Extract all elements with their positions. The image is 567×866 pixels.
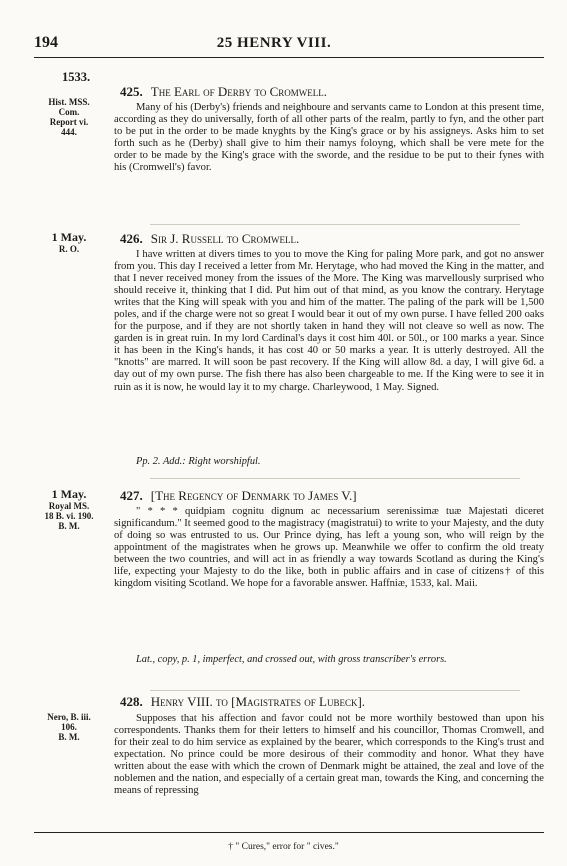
margin-date: 1 May.: [51, 487, 87, 501]
margin-ref-line: Report vi.: [49, 117, 89, 127]
margin-ref-line: 18 B. vi. 190.: [44, 511, 94, 521]
entry-heading: [120, 694, 365, 710]
header-rule: [34, 57, 544, 58]
entry-separator: [150, 478, 520, 479]
footnote: † " Cures," error for " cives.": [228, 842, 339, 852]
entry-note: Lat., copy, p. 1, imperfect, and crossed out, with gross transcriber's errors.: [136, 654, 447, 665]
margin-reference: [34, 97, 104, 137]
entry-separator: [150, 224, 520, 225]
entry-heading: [120, 231, 299, 247]
entry-title: The Earl of Derby to Cromwell.: [150, 84, 328, 99]
entry-number: 428.: [120, 694, 143, 709]
margin-reference: [34, 712, 104, 742]
entry-heading: [120, 84, 327, 100]
margin-ref-line: B. M.: [58, 732, 80, 742]
entry-body: I have written at divers times to you to move the King for paling More park, and got no answer from you. This day I received a letter from Mr. Herytage, who had moved the King in the matter, and that I never received money from the issues of the More. The King was marvellously surprised who should receive it, thinking that I did. Put him out of that mind, as you know the contrary. Herytage writes that the King will speak with you and him of the matter. The paling of the park will be 1,500 poles, and if the charge were not so great I would bear it out of my own purse. I have felled 200 oaks for the purpose, and if they are not shortly taken in hand they will not cleave so well as now. The garden is in great ruin. In my lord Cardinal's days it cost him 40l. or 50l., or 100 marks a year. Since it has been in the King's hands, it has cost 40 or 50 marks a year. It is utterly destroyed. All the "knotts" are marred. It will soon be past recovery. If the King will allow 8d. a day, I will give 6d. a day out of my own purse. The fish there has also been chargeable to me. If the King were to see it in ruin as it is now, he would lay it to my charge. Charleywood, 1 May. Signed.: [114, 249, 544, 393]
year-label: 1533.: [62, 70, 91, 84]
entry-separator: [150, 690, 520, 691]
entry-note: Pp. 2. Add.: Right worshipful.: [136, 456, 261, 467]
entry-title: Henry VIII. to [Magistrates of Lubeck].: [150, 694, 366, 709]
page-number: 194: [34, 34, 58, 51]
margin-ref-line: 444.: [61, 127, 77, 137]
entry-body: Supposes that his affection and favor could not be more worthily bestowed than upon his correspondents. Thanks them for their letters to himself and his councillor, Thomas Cromwell, and for their zeal to do him service as explained by the bearer, which corresponds to the King's trust and expectation. No prince could be more desirous of their commodity and honor. What they have written about the ease with which the crown of Denmark might be attained, the zeal and love of the noblemen and the nation, and especially of a certain great man, towards the King, and concerning the means of repressing: [114, 713, 544, 797]
entry-number: 427.: [120, 488, 143, 503]
margin-ref-line: 106.: [61, 722, 77, 732]
footnote-rule: [34, 832, 544, 833]
entry-number: 425.: [120, 84, 143, 99]
entry-number: 426.: [120, 231, 143, 246]
margin-ref-line: Royal MS.: [48, 501, 90, 511]
margin-reference: [34, 487, 104, 531]
margin-ref-line: Com.: [58, 107, 80, 117]
margin-reference: [34, 230, 104, 254]
entry-title: [The Regency of Denmark to James V.]: [150, 488, 357, 503]
entry-body: Many of his (Derby's) friends and neighboure and servants came to London at this present time, according as they do universally, forth of all other parts of the realm, partly to fyn, and the other part to be put in the order to be made knyghts by the King's grace or by his assigneys. Asks him to set forth such as he (Derby) shall give to him their namys foloyng, which shall be vere mete for the order to be made by the King's grace with the sworde, and the residue to be put to their fynes with his (Cromwell's) favor.: [114, 102, 544, 174]
margin-ref-line: Hist. MSS.: [48, 97, 90, 107]
margin-ref-line: R. O.: [58, 244, 80, 254]
margin-ref-line: Nero, B. iii.: [47, 712, 91, 722]
running-title: 25 HENRY VIII.: [216, 35, 332, 51]
entry-heading: [120, 488, 357, 504]
margin-ref-line: B. M.: [58, 521, 80, 531]
margin-date: 1 May.: [51, 230, 87, 244]
entry-body: " * * * quidpiam cognitu dignum ac necessarium serenissimæ tuæ Majestati diceret significandum." It seemed good to the magistracy (magistratui) to write to your Majesty, and the duty of doing so was entrusted to us. Our Prince dying, has left a young son, who will reign by the appointment of the magistrates when he grows up. Meanwhile we offer to confirm the old treaty between the two countries, and will act in as friendly a way towards Scotland as during the King's life, expecting your Majesty to do the like, both in public affairs and in case of citizens† of this kingdom visiting Scotland. We hope for a favorable answer. Haffniæ, 1533, kal. Maii.: [114, 506, 544, 590]
entry-title: Sir J. Russell to Cromwell.: [150, 231, 300, 246]
